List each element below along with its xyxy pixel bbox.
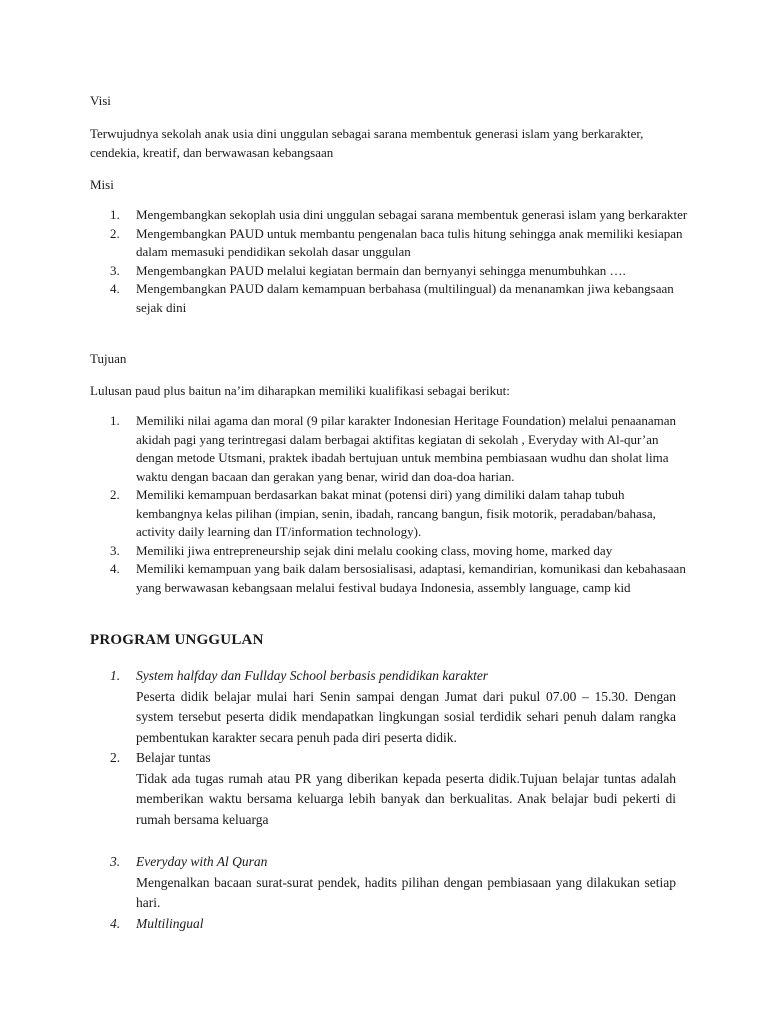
visi-text: Terwujudnya sekolah anak usia dini unggulan sebagai sarana membentuk generasi islam yang berkarakter, cendekia, kreatif, dan berwawasan kebangsaan [90, 126, 644, 160]
list-item: 1. System halfday dan Fullday School berbasis pendidikan karakter Peserta didik belajar mulai hari Senin sampai dengan Jumat dari pukul 07.00 – 15.30. Dengan system tersebut peserta didik mendapatkan lingkungan sosial terdidik sehari penuh dalam rangka pembentukan karakter secara penuh pada diri peserta didik. [90, 666, 676, 748]
program-item-desc: Peserta didik belajar mulai hari Senin sampai dengan Jumat dari pukul 07.00 – 15.30. Dengan system tersebut peserta didik mendapatkan lingkungan sosial terdidik sehari penuh dalam rangka pembentukan karakter secara penuh pada diri peserta didik. [136, 688, 676, 745]
program-item-title: Multilingual [136, 915, 204, 931]
list-item: 2. Memiliki kemampuan berdasarkan bakat minat (potensi diri) yang dimiliki dalam tahap tubuh kembangnya kelas pilihan (impian, senin, ibadah, rancang bangun, fisik motorik, peradaban/bahasa, activity daily learning dan IT/information technology). [110, 487, 656, 539]
list-item: 3. Memiliki jiwa entrepreneurship sejak dini melalu cooking class, moving home, marked day [110, 542, 613, 558]
tujuan-heading: Tujuan [90, 351, 127, 366]
list-item: 1. Memiliki nilai agama dan moral (9 pilar karakter Indonesian Heritage Foundation) melalui penaanaman akidah pagi yang terintregasi dalam berbagai aktifitas kegiatan di sekolah , Everyday with Al-qur’an dengan metode Utsmani, praktek ibadah bertujuan untuk membina pembiasaan wudhu dan sholat lima waktu dengan bacaan dan gerakan yang benar, wirid dan doa-doa harian. [110, 413, 677, 484]
list-item: 2. Mengembangkan PAUD untuk membantu pengenalan baca tulis hitung sehingga anak memiliki kesiapan dalam memasuki pendidikan sekolah dasar unggulan [110, 225, 683, 259]
program-item-desc: Mengenalkan bacaan surat-surat pendek, hadits pilihan dengan pembiasaan yang dilakukan setiap hari. [136, 874, 676, 910]
list-item: 3. Everyday with Al Quran Mengenalkan bacaan surat-surat pendek, hadits pilihan dengan pembiasaan yang dilakukan setiap hari. [90, 852, 676, 914]
tujuan-list [90, 412, 690, 597]
program-list [90, 666, 676, 934]
misi-list [90, 206, 690, 317]
tujuan-intro: Lulusan paud plus baitun na’im diharapkan memiliki kualifikasi sebagai berikut: [90, 383, 510, 398]
visi-heading: Visi [90, 93, 111, 108]
list-item: 4. Memiliki kemampuan yang baik dalam bersosialisasi, adaptasi, kemandirian, komunikasi dan kebahasaan yang berwawasan kebangsaan melalui festival budaya Indonesia, assembly language, camp kid [110, 561, 686, 595]
misi-heading: Misi [90, 177, 114, 192]
list-item: 4. Multilingual [90, 914, 676, 935]
program-item-title: Everyday with Al Quran [136, 854, 268, 869]
list-item: 3. Mengembangkan PAUD melalui kegiatan bermain dan bernyanyi sehingga menumbuhkan …. [110, 262, 626, 278]
list-item: 1. Mengembangkan sekoplah usia dini unggulan sebagai sarana membentuk generasi islam yang berkarakter [110, 207, 688, 222]
list-item: 2. Belajar tuntas Tidak ada tugas rumah atau PR yang diberikan kepada peserta didik.Tujuan belajar tuntas adalah memberikan waktu bersama keluarga lebih banyak dan berkualitas. Anak belajar budi pekerti di rumah bersama keluarga [90, 748, 676, 830]
program-item-desc: Tidak ada tugas rumah atau PR yang diberikan kepada peserta didik.Tujuan belajar tuntas adalah memberikan waktu bersama keluarga lebih banyak dan berkualitas. Anak belajar budi pekerti di rumah bersama keluarga [136, 770, 676, 827]
program-heading: PROGRAM UNGGULAN [90, 632, 264, 648]
program-item-title: System halfday dan Fullday School berbasis pendidikan karakter [136, 668, 489, 683]
program-item-title: Belajar tuntas [136, 750, 211, 765]
list-item: 4. Mengembangkan PAUD dalam kemampuan berbahasa (multilingual) da menanamkan jiwa kebangsaan sejak dini [110, 281, 674, 315]
